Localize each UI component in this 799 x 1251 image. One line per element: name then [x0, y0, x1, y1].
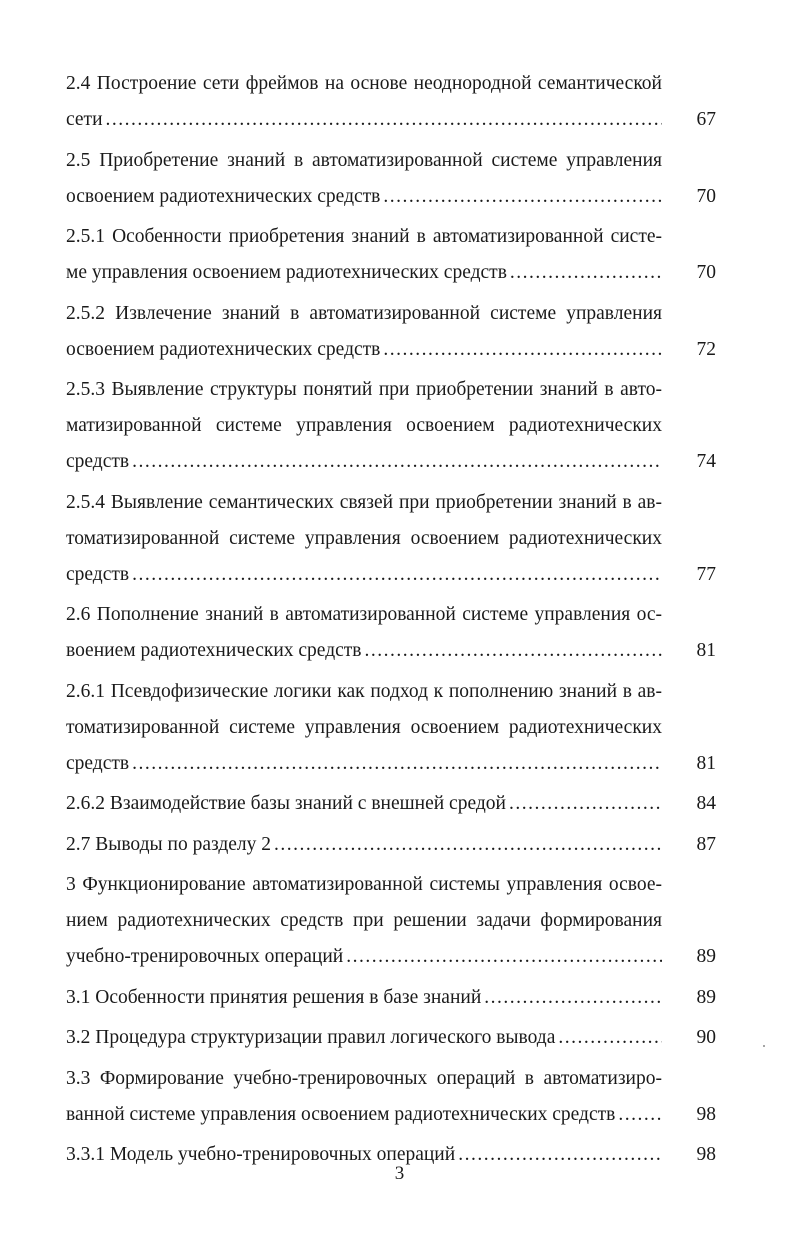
toc-entry	[66, 674, 716, 782]
toc-entry-text: средств	[66, 563, 130, 585]
dot-leader	[510, 255, 662, 291]
toc-page-number: 89	[696, 946, 716, 967]
toc-page-number: 77	[696, 563, 716, 585]
toc-entry-line: 3 Функционирование автоматизированной системы управления освое-	[66, 874, 662, 895]
toc-page-number: 90	[696, 1027, 716, 1048]
page-number: 3	[394, 1163, 405, 1184]
table-of-contents	[66, 66, 716, 1178]
toc-page-number: 98	[696, 1144, 716, 1165]
toc-page-number: 70	[696, 185, 716, 207]
toc-entry-line: 2.5.3 Выявление структуры понятий при приобретении знаний в авто-	[66, 379, 662, 400]
toc-entry-last-line	[66, 939, 662, 975]
toc-entry-text: учебно-тренировочных операций	[66, 946, 344, 967]
toc-entry-last-line	[66, 1097, 662, 1133]
toc-entry-line: 2.5 Приобретение знаний в автоматизированной системе управления	[66, 149, 662, 171]
toc-entry-last-line	[66, 1020, 662, 1056]
dot-leader	[618, 1097, 662, 1133]
dot-leader	[509, 786, 662, 822]
toc-entry-line: 2.5.1 Особенности приобретения знаний в автоматизированной систе-	[66, 226, 662, 247]
toc-page-number: 89	[696, 986, 716, 1008]
dot-leader	[132, 746, 662, 782]
toc-entry-line: 2.4 Построение сети фреймов на основе неоднородной семантической	[66, 73, 662, 94]
toc-entry-last-line	[66, 444, 662, 480]
toc-entry-line: 2.6.1 Псевдофизические логики как подход к пополнению знаний в ав-	[66, 680, 662, 702]
dot-leader	[383, 332, 662, 368]
toc-page-number: 81	[696, 640, 716, 661]
toc-entry	[66, 597, 716, 669]
toc-entry-line: томатизированной системе управления освоением радиотехнических	[66, 527, 662, 549]
dot-leader	[346, 939, 662, 975]
toc-entry-text: воением радиотехнических средств	[66, 640, 362, 661]
toc-entry	[66, 219, 716, 291]
toc-entry-text: средств	[66, 451, 130, 472]
toc-entry	[66, 827, 716, 863]
toc-entry-text: сети	[66, 109, 103, 130]
toc-entry	[66, 143, 716, 215]
toc-entry-text: 3.1 Особенности принятия решения в базе знаний	[66, 986, 482, 1008]
toc-entry-text: средств	[66, 752, 130, 774]
toc-page-number: 67	[696, 109, 716, 130]
toc-page-number: 70	[696, 262, 716, 283]
toc-entry-last-line	[66, 980, 662, 1016]
dot-leader	[383, 179, 662, 215]
toc-entry-line: 2.5.4 Выявление семантических связей при приобретении знаний в ав-	[66, 491, 662, 513]
dot-leader	[132, 444, 662, 480]
toc-entry-line: нием радиотехнических средств при решении задачи формирования	[66, 910, 662, 931]
toc-page-number: 81	[696, 752, 716, 774]
toc-entry	[66, 867, 716, 975]
toc-entry	[66, 296, 716, 368]
dot-leader	[558, 1020, 662, 1056]
toc-entry-text: 3.3.1 Модель учебно-тренировочных операций	[66, 1144, 456, 1165]
toc-entry-text: 2.6.2 Взаимодействие базы знаний с внешней средой	[66, 793, 506, 814]
toc-entry	[66, 1020, 716, 1056]
toc-entry-last-line	[66, 633, 662, 669]
toc-entry-last-line	[66, 827, 662, 863]
dot-leader	[484, 980, 662, 1016]
toc-entry-last-line	[66, 102, 662, 138]
toc-page-number: 74	[696, 451, 716, 472]
toc-entry-text: 2.7 Выводы по разделу 2	[66, 833, 272, 855]
toc-entry-last-line	[66, 255, 662, 291]
toc-page-number: 72	[696, 338, 716, 360]
toc-entry-text: ме управления освоением радиотехнических средств	[66, 262, 507, 283]
toc-page-number: 87	[696, 833, 716, 855]
scan-speck	[763, 1045, 765, 1047]
toc-entry-text: ванной системе управления освоением радиотехнических средств	[66, 1103, 616, 1125]
toc-entry	[66, 66, 716, 138]
dot-leader	[274, 827, 662, 863]
dot-leader	[132, 557, 662, 593]
toc-page-number: 84	[696, 793, 716, 814]
toc-entry	[66, 485, 716, 593]
dot-leader	[365, 633, 663, 669]
toc-entry-last-line	[66, 179, 662, 215]
toc-entry-line: матизированной системе управления освоением радиотехнических	[66, 415, 662, 436]
toc-entry-text: освоением радиотехнических средств	[66, 338, 381, 360]
toc-entry-last-line	[66, 557, 662, 593]
toc-entry	[66, 372, 716, 480]
toc-entry	[66, 786, 716, 822]
toc-entry-text: освоением радиотехнических средств	[66, 185, 381, 207]
toc-entry-line: томатизированной системе управления освоением радиотехнических	[66, 716, 662, 738]
toc-entry	[66, 1061, 716, 1133]
toc-page-number: 98	[696, 1103, 716, 1125]
dot-leader	[106, 102, 662, 138]
toc-entry-line: 2.6 Пополнение знаний в автоматизированной системе управления ос-	[66, 604, 662, 625]
toc-entry-line: 2.5.2 Извлечение знаний в автоматизированной системе управления	[66, 302, 662, 324]
toc-entry-last-line	[66, 786, 662, 822]
toc-entry-last-line	[66, 746, 662, 782]
toc-entry-line: 3.3 Формирование учебно-тренировочных операций в автоматизиро-	[66, 1067, 662, 1089]
toc-entry-text: 3.2 Процедура структуризации правил логического вывода	[66, 1027, 556, 1048]
toc-entry-last-line	[66, 332, 662, 368]
toc-entry	[66, 980, 716, 1016]
